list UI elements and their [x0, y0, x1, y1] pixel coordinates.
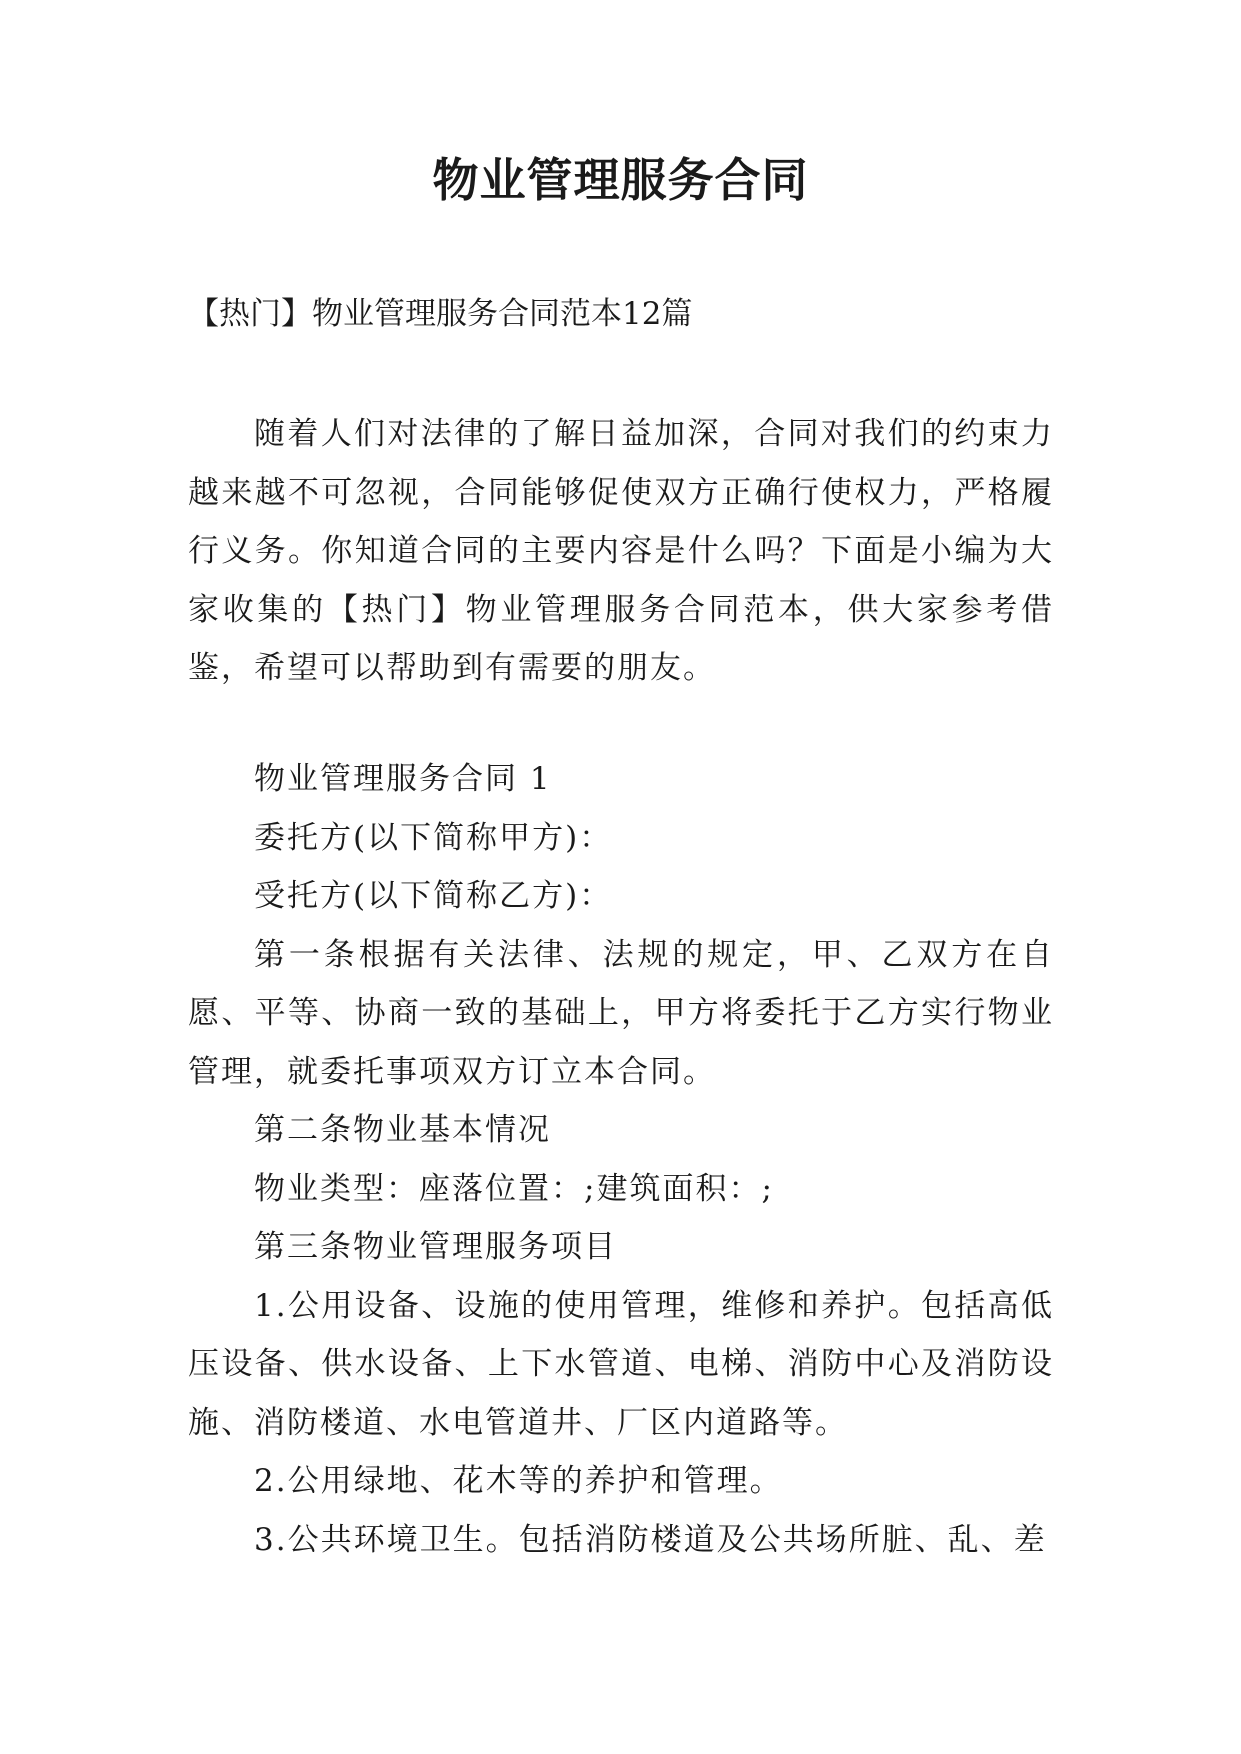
party-a-line: 委托方(以下简称甲方)：	[254, 819, 613, 856]
service-item-3: 3.公共环境卫生。包括消防楼道及公共场所脏、乱、差	[254, 1521, 1047, 1558]
article-2-heading: 第二条物业基本情况	[254, 1112, 551, 1148]
document-title: 物业管理服务合同	[432, 153, 809, 207]
article-1: 第一条根据有关法律、法规的规定，甲、乙双方在自愿、平等、协商一致的基础上，甲方将委托于乙方实行物业管理，就委托事项双方订立本合同。	[188, 936, 1054, 1090]
party-b-line: 受托方(以下简称乙方)：	[254, 878, 613, 914]
document-subtitle: 【热门】物业管理服务合同范本12篇	[188, 296, 693, 332]
service-item-2: 2.公用绿地、花木等的养护和管理。	[254, 1463, 783, 1499]
intro-section	[188, 405, 1054, 698]
contract-body	[188, 750, 1054, 1569]
contract-heading: 物业管理服务合同 1	[254, 761, 552, 797]
service-item-1: 1.公用设备、设施的使用管理，维修和养护。包括高低压设备、供水设备、上下水管道、电梯、消防中心及消防设施、消防楼道、水电管道井、厂区内道路等。	[188, 1287, 1054, 1441]
property-info-line: 物业类型：座落位置：;建筑面积：;	[254, 1170, 774, 1207]
article-3-heading: 第三条物业管理服务项目	[254, 1229, 617, 1265]
intro-paragraph: 随着人们对法律的了解日益加深，合同对我们的约束力越来越不可忽视，合同能够促使双方正确行使权力，严格履行义务。你知道合同的主要内容是什么吗？下面是小编为大家收集的【热门】物业管理服务合同范本，供大家参考借鉴，希望可以帮助到有需要的朋友。	[188, 416, 1054, 686]
